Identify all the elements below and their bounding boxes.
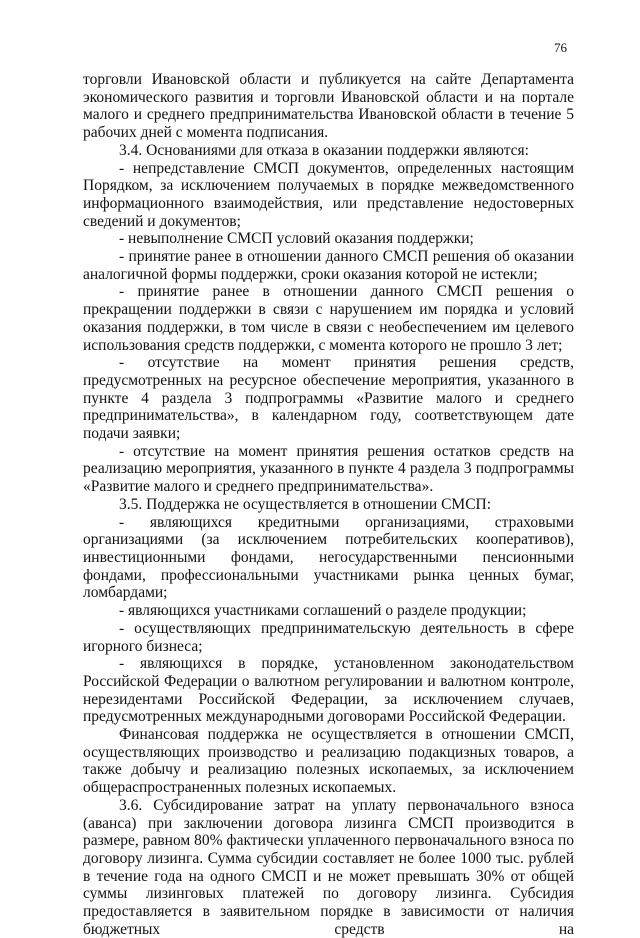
word: кредитными — [257, 513, 340, 531]
exclusion-item-credit-continuation: организациями (за исключением потребительских кооперативов), инвестиционными фондами, негосударственными пенсионными фондами, профессиональными участниками рынка ценных бумаг, ломбардами; — [83, 531, 574, 602]
word: являющихся — [149, 513, 233, 531]
refusal-item-documents: - непредставление СМСП документов, определенных настоящим Порядком, за исключением получаемых в порядке межведомственного информационного взаимодействия, или представление недостоверных сведений и документов; — [83, 159, 574, 230]
exclusion-item-production-sharing: - являющихся участниками соглашений о разделе продукции; — [119, 602, 527, 620]
paragraph-continuation: торговли Ивановской области и публикуется на сайте Департамента экономического развития и торговли Ивановской области и на портале малого и среднего предпринимательства Ивановской области в течение 5 рабочих дней с момента подписания. — [83, 71, 574, 142]
refusal-item-no-balance: - отсутствие на момент принятия решения остатков средств на реализацию мероприятия, указанного в пункте 4 раздела 3 подпрограммы «Развитие малого и среднего предпринимательства». — [83, 442, 574, 496]
word: страховыми — [494, 513, 574, 531]
section-3-6-paragraph: 3.6. Субсидирование затрат на уплату первоначального взноса (аванса) при заключении договора лизинга СМСП производится в размере, равном 80% фактически уплаченного первоначального взноса по договору лизинга. Сумма субсидии составляет не более 1000 тыс. рублей в течение года на одного СМСП и не может превышать 30% от общей суммы лизинговых платежей по договору лизинга. Субсидия предоставляется в заявительном порядке в зависимости от наличия бюджетных средств на — [83, 796, 574, 938]
page-number: 76 — [554, 40, 567, 55]
section-3-5-heading: 3.5. Поддержка не осуществляется в отношении СМСП: — [119, 495, 492, 513]
exclusion-item-credit-line — [83, 514, 574, 532]
exclusion-item-nonresidents: - являющихся в порядке, установленном законодательством Российской Федерации о валютном регулировании и валютном контроле, нерезидентами Российской Федерации, за исключением случаев, предусмотренных международными договорами Российской Федерации. — [83, 655, 574, 726]
section-3-4-heading: 3.4. Основаниями для отказа в оказании поддержки являются: — [119, 141, 529, 159]
document-body — [83, 71, 574, 938]
refusal-item-similar-support: - принятие ранее в отношении данного СМСП решения об оказании аналогичной формы поддержки, сроки оказания которой не истекли; — [83, 248, 574, 283]
exclusion-item-gambling: - осуществляющих предпринимательскую деятельность в сфере игорного бизнеса; — [83, 619, 574, 655]
word: организациями, — [365, 513, 470, 531]
financial-support-exclusion: Финансовая поддержка не осуществляется в отношении СМСП, осуществляющих производство и реализацию подакцизных товаров, а также добычу и реализацию полезных ископаемых, за исключением общераспространенных полезных ископаемых. — [83, 726, 574, 797]
refusal-item-termination: - принятие ранее в отношении данного СМСП решения о прекращении поддержки в связи с нарушением им порядка и условий оказания поддержки, в том числе в связи с необеспечением им целевого использования средств поддержки, с момента которого не прошло 3 лет; — [83, 283, 574, 354]
word: - — [119, 513, 125, 531]
refusal-item-conditions: - невыполнение СМСП условий оказания поддержки; — [119, 230, 474, 248]
refusal-item-no-funds: - отсутствие на момент принятия решения средств, предусмотренных на ресурсное обеспечение мероприятия, указанного в пункте 4 раздела 3 подпрограммы «Развитие малого и среднего предпринимательства», в календарном году, соответствующем дате подачи заявки; — [83, 354, 574, 443]
